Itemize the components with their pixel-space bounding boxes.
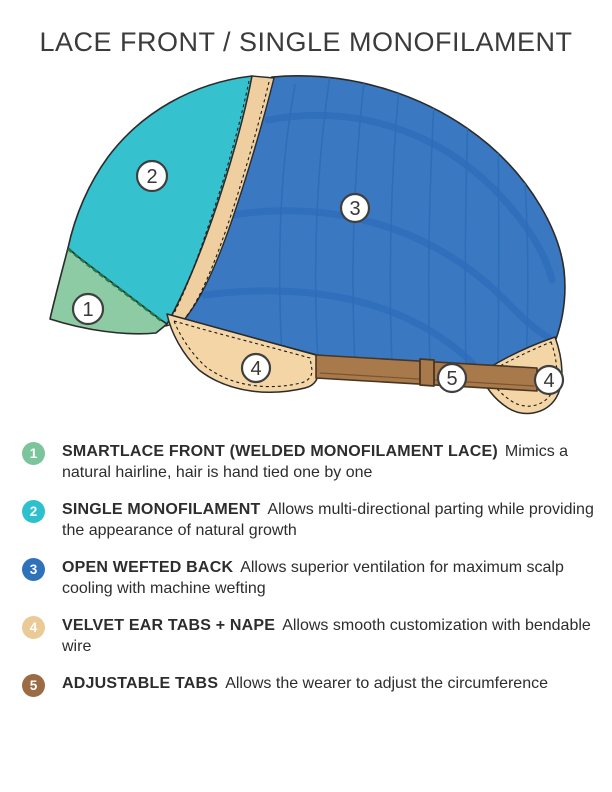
legend-badge-3: 3 [22, 558, 45, 581]
callout-3 [341, 194, 369, 222]
legend-label-5: ADJUSTABLE TABS [62, 675, 219, 692]
callout-4-ear-tab [242, 354, 270, 382]
legend-label-1: SMARTLACE FRONT (WELDED MONOFILAMENT LACE) [62, 443, 498, 460]
legend-text-1 [62, 441, 594, 483]
wig-cap-illustration [0, 65, 612, 437]
callout-4-ear-tab-number: 4 [250, 358, 262, 380]
legend-label-2: SINGLE MONOFILAMENT [62, 501, 261, 518]
legend [22, 441, 594, 697]
callout-4-nape-number: 4 [543, 370, 555, 392]
legend-text-4 [62, 615, 594, 657]
legend-label-3: OPEN WEFTED BACK [62, 559, 234, 576]
legend-label-4: VELVET EAR TABS + NAPE [62, 617, 276, 634]
callout-2-number: 2 [146, 166, 158, 188]
callout-2 [137, 161, 167, 191]
legend-badge-2: 2 [22, 500, 45, 523]
legend-item-open-wefted-back [22, 557, 594, 599]
wig-cap-diagram [0, 65, 612, 437]
legend-item-single-monofilament [22, 499, 594, 541]
page-title: LACE FRONT / SINGLE MONOFILAMENT [39, 27, 573, 57]
legend-badge-4: 4 [22, 616, 45, 639]
legend-item-smartlace-front [22, 441, 594, 483]
legend-text-2 [62, 499, 594, 541]
callout-1 [73, 294, 103, 324]
legend-badge-1: 1 [22, 442, 45, 465]
callout-3-number: 3 [349, 198, 361, 220]
legend-description-3: Allows superior ventilation for maximum scalp cooling with machine wefting [62, 559, 564, 597]
callout-1-number: 1 [82, 299, 94, 321]
legend-item-adjustable-tabs [22, 673, 594, 697]
legend-badge-5: 5 [22, 674, 45, 697]
callout-5 [438, 364, 466, 392]
strap-adjuster [420, 359, 434, 386]
legend-text-3 [62, 557, 594, 599]
callout-4-nape [535, 366, 563, 394]
legend-description-5: Allows the wearer to adjust the circumference [225, 675, 548, 692]
legend-description-1: Mimics a natural hairline, hair is hand tied one by one [62, 443, 569, 481]
legend-description-4: Allows smooth customization with bendable wire [62, 617, 591, 655]
legend-text-5 [62, 673, 548, 694]
callout-5-number: 5 [446, 368, 458, 390]
legend-item-velvet-ear-tabs-nape [22, 615, 594, 657]
legend-description-2: Allows multi-directional parting while providing the appearance of natural growth [62, 501, 594, 539]
